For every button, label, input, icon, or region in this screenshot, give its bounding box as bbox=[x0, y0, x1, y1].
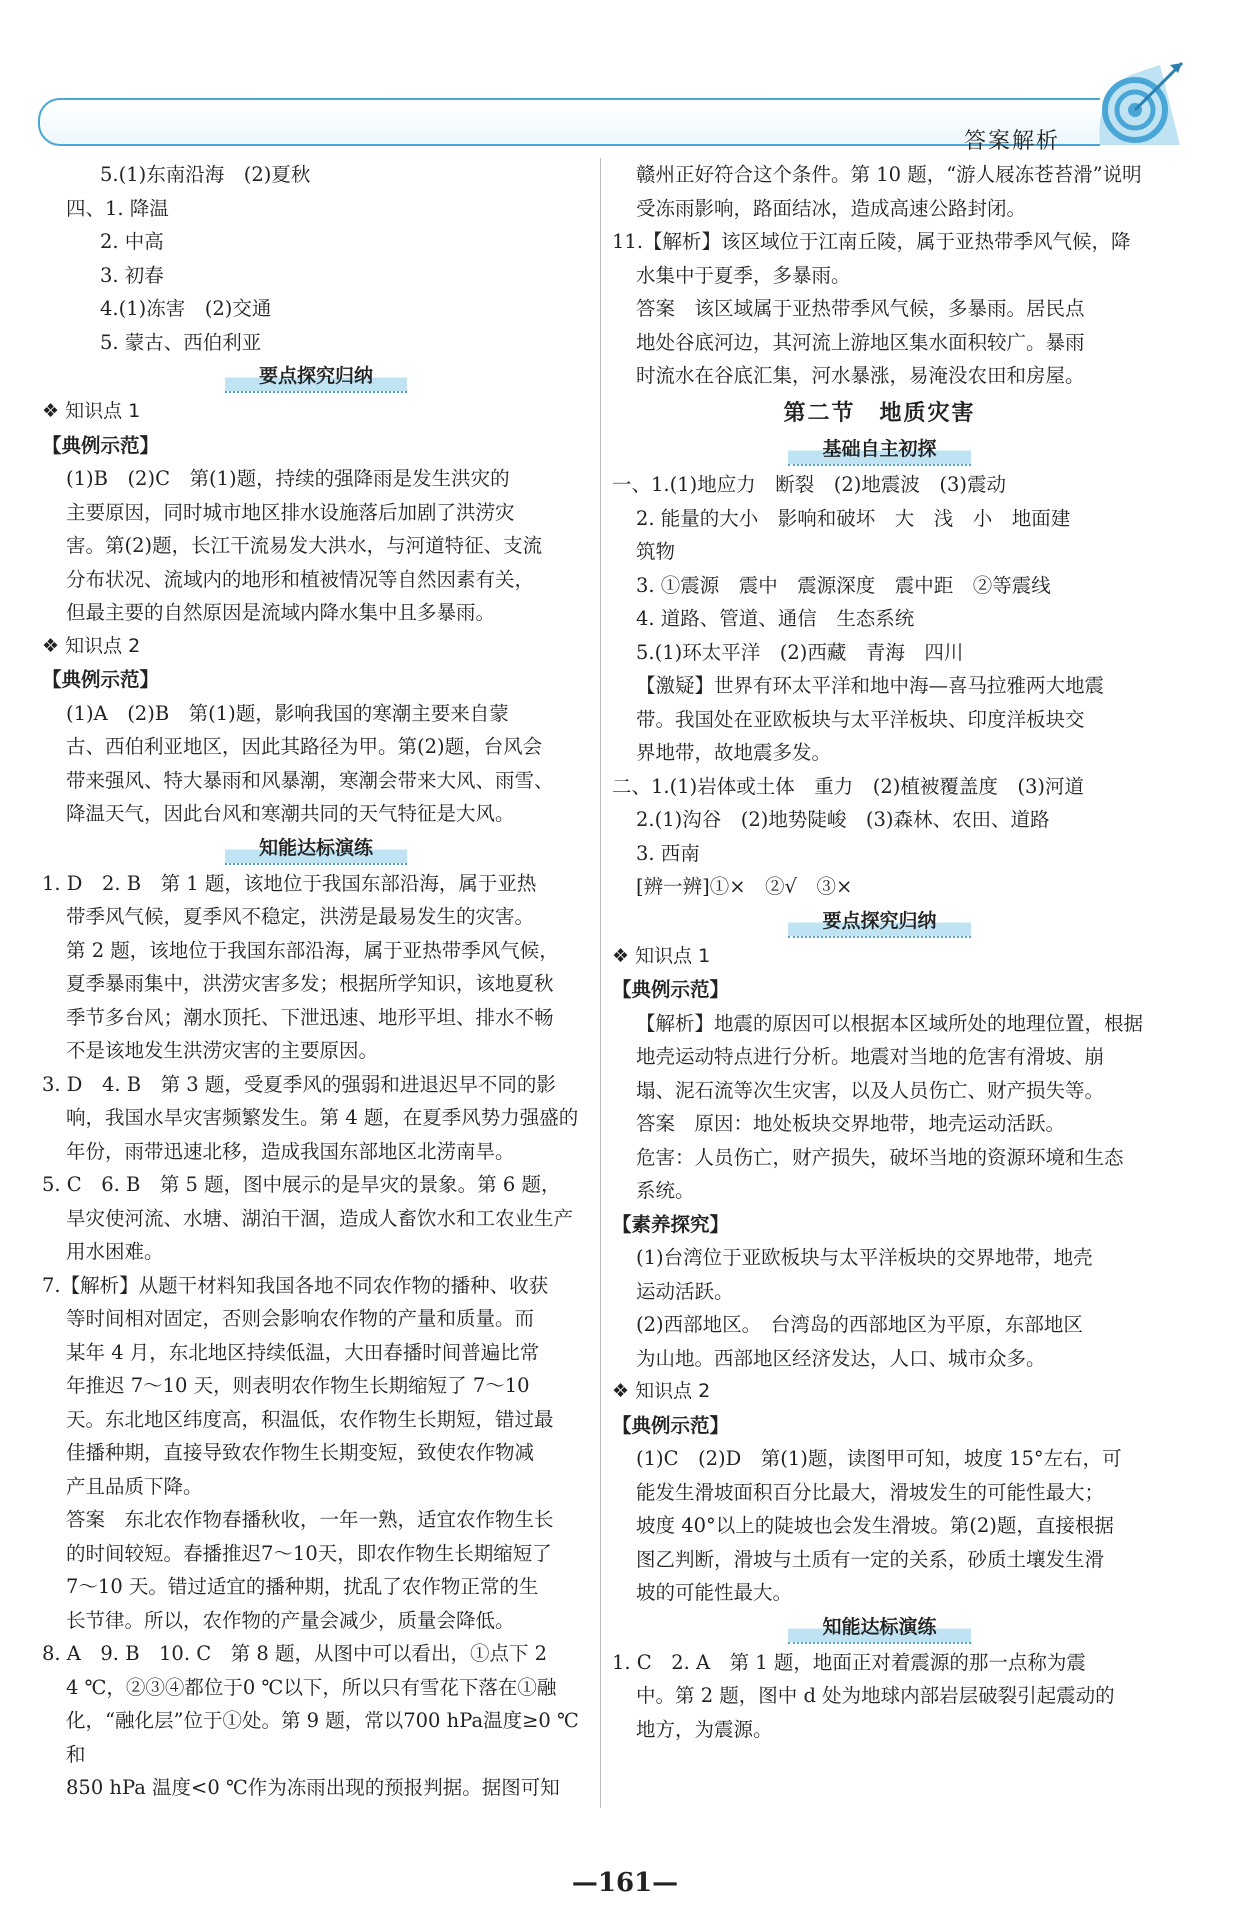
text-line: 【激疑】世界有环太平洋和地中海—喜马拉雅两大地震 bbox=[636, 674, 1105, 697]
text-line: 4.(1)冻害 (2)交通 bbox=[100, 297, 272, 320]
text-line: 旱灾使河流、水塘、湖泊干涸，造成人畜饮水和工农业生产 bbox=[66, 1206, 574, 1230]
text-line: 害。第(2)题，长江干流易发大洪水，与河道特征、支流 bbox=[66, 534, 543, 557]
text-line: 4. 道路、管道、通信 生态系统 bbox=[636, 607, 915, 630]
text-line: 筑物 bbox=[636, 540, 676, 563]
target-arrow-icon bbox=[1090, 55, 1190, 155]
section-heading bbox=[612, 906, 1147, 938]
text-line: 5.(1)东南沿海 (2)夏秋 bbox=[100, 163, 311, 186]
text-line: 带季风气候，夏季风不稳定，洪涝是最易发生的灾害。 bbox=[66, 905, 535, 928]
text-line: [辨一辨]①× ②√ ③× bbox=[636, 875, 853, 898]
text-line: 11.【解析】该区域位于江南丘陵，属于亚热带季风气候，降 bbox=[612, 230, 1131, 253]
text-line: 受冻雨影响，路面结冰，造成高速公路封闭。 bbox=[636, 196, 1027, 220]
text-line: 带来强风、特大暴雨和风暴潮，寒潮会带来大风、雨雪、 bbox=[66, 768, 554, 792]
text-line: 1. D 2. B 第 1 题，该地位于我国东部沿海，属于亚热 bbox=[42, 871, 537, 895]
text-line: 【典例示范】 bbox=[42, 433, 160, 457]
section-heading bbox=[612, 1612, 1147, 1644]
section-heading-label: 要点探究归纳 bbox=[788, 906, 970, 938]
text-line: 2.(1)沟谷 (2)地势陡峻 (3)森林、农田、道路 bbox=[636, 808, 1050, 831]
text-line: 一、1.(1)地应力 断裂 (2)地震波 (3)震动 bbox=[612, 473, 1006, 496]
text-line: 主要原因，同时城市地区排水设施落后加剧了洪涝灾 bbox=[66, 500, 515, 524]
right-column bbox=[612, 158, 1147, 1746]
text-line: 带。我国处在亚欧板块与太平洋板块、印度洋板块交 bbox=[636, 707, 1085, 731]
text-line: 二、1.(1)岩体或土体 重力 (2)植被覆盖度 (3)河道 bbox=[612, 774, 1084, 798]
text-line: ❖ 知识点 2 bbox=[612, 1380, 711, 1402]
text-line: 产且品质下降。 bbox=[66, 1474, 203, 1498]
text-line: 危害：人员伤亡，财产损失，破坏当地的资源环境和生态 bbox=[636, 1145, 1124, 1169]
text-line: 8. A 9. B 10. C 第 8 题，从图中可以看出，①点下 2 bbox=[42, 1642, 548, 1665]
text-line: 850 hPa 温度<0 ℃作为冻雨出现的预报判据。据图可知 bbox=[66, 1776, 560, 1799]
header-title: 答案解析 bbox=[963, 129, 1060, 154]
text-line: 答案 该区域属于亚热带季风气候，多暴雨。居民点 bbox=[636, 297, 1085, 320]
text-line: 降温天气，因此台风和寒潮共同的天气特征是大风。 bbox=[66, 802, 515, 825]
text-line: (2)西部地区。 台湾岛的西部地区为平原，东部地区 bbox=[636, 1313, 1083, 1336]
text-line: 系统。 bbox=[636, 1179, 695, 1202]
text-line: 5. C 6. B 第 5 题，图中展示的是旱灾的景象。第 6 题， bbox=[42, 1173, 561, 1196]
column-divider bbox=[600, 158, 601, 1808]
text-line: 5. 蒙古、西伯利亚 bbox=[100, 330, 262, 354]
text-line: 坡度 40°以上的陡坡也会发生滑坡。第(2)题，直接根据 bbox=[636, 1514, 1114, 1537]
section-heading-label: 知能达标演练 bbox=[788, 1612, 970, 1644]
header-band bbox=[38, 98, 1100, 146]
text-line: 响，我国水旱灾害频繁发生。第 4 题，在夏季风势力强盛的 bbox=[66, 1106, 579, 1129]
left-column bbox=[42, 158, 590, 1805]
text-line: 塌、泥石流等次生灾害，以及人员伤亡、财产损失等。 bbox=[636, 1078, 1105, 1102]
text-line: 等时间相对固定，否则会影响农作物的产量和质量。而 bbox=[66, 1307, 535, 1330]
text-line: 分布状况、流域内的地形和植被情况等自然因素有关， bbox=[66, 567, 535, 591]
text-line: 为山地。西部地区经济发达，人口、城市众多。 bbox=[636, 1346, 1046, 1370]
text-line: ❖ 知识点 1 bbox=[42, 400, 141, 422]
text-line: 佳播种期，直接导致农作物生长期变短，致使农作物减 bbox=[66, 1441, 535, 1464]
text-line: 的时间较短。春播推迟7～10天，即农作物生长期缩短了 bbox=[66, 1541, 552, 1565]
page-number: —161— bbox=[571, 1868, 679, 1898]
text-line: 2. 中高 bbox=[100, 230, 164, 253]
text-line: 中。第 2 题，图中 d 处为地球内部岩层破裂引起震动的 bbox=[636, 1684, 1115, 1707]
text-line: 3. 西南 bbox=[636, 841, 700, 865]
text-line: (1)B (2)C 第(1)题，持续的强降雨是发生洪灾的 bbox=[66, 467, 510, 490]
text-line: 能发生滑坡面积百分比最大，滑坡发生的可能性最大； bbox=[636, 1480, 1105, 1504]
text-line: 不是该地发生洪涝灾害的主要原因。 bbox=[66, 1039, 379, 1062]
section-heading bbox=[42, 361, 590, 393]
text-line: 答案 原因：地处板块交界地带，地壳运动活跃。 bbox=[636, 1112, 1066, 1135]
section-heading-label: 要点探究归纳 bbox=[225, 361, 407, 393]
text-line: 四、1. 降温 bbox=[66, 196, 169, 220]
text-line: 5.(1)环太平洋 (2)西藏 青海 四川 bbox=[636, 640, 964, 664]
text-line: 【素养探究】 bbox=[612, 1212, 730, 1236]
text-line: 【典例示范】 bbox=[42, 668, 160, 691]
text-line: 年份，雨带迅速北移，造成我国东部地区北涝南旱。 bbox=[66, 1139, 515, 1163]
text-line: ❖ 知识点 1 bbox=[612, 944, 711, 967]
page-header bbox=[0, 0, 1250, 160]
text-line: 用水困难。 bbox=[66, 1240, 164, 1263]
section-heading bbox=[612, 434, 1147, 466]
text-line: ❖ 知识点 2 bbox=[42, 634, 141, 657]
text-line: 年推迟 7～10 天，则表明农作物生长期缩短了 7～10 bbox=[66, 1374, 530, 1397]
text-line: 图乙判断，滑坡与土质有一定的关系，砂质土壤发生滑 bbox=[636, 1547, 1105, 1571]
text-line: 长节律。所以，农作物的产量会减少，质量会降低。 bbox=[66, 1608, 515, 1632]
text-line: 化，“融化层”位于①处。第 9 题，常以700 hPa温度≥0 ℃和 bbox=[66, 1709, 579, 1766]
text-line: 3. D 4. B 第 3 题，受夏季风的强弱和进退迟早不同的影 bbox=[42, 1072, 556, 1096]
text-line: 【典例示范】 bbox=[612, 978, 730, 1001]
text-line: 地壳运动特点进行分析。地震对当地的危害有滑坡、崩 bbox=[636, 1045, 1105, 1068]
section-heading-label: 基础自主初探 bbox=[788, 434, 970, 466]
section-heading-label: 知能达标演练 bbox=[225, 833, 407, 865]
text-line: 赣州正好符合这个条件。第 10 题，“游人屐冻苍苔滑”说明 bbox=[636, 163, 1142, 186]
text-line: 【解析】地震的原因可以根据本区域所处的地理位置，根据 bbox=[636, 1011, 1144, 1035]
text-line: 古、西伯利亚地区，因此其路径为甲。第(2)题，台风会 bbox=[66, 735, 543, 758]
text-line: (1)A (2)B 第(1)题，影响我国的寒潮主要来自蒙 bbox=[66, 701, 509, 725]
text-line: 界地带，故地震多发。 bbox=[636, 741, 832, 764]
text-line: 答案 东北农作物春播秋收，一年一熟，适宜农作物生长 bbox=[66, 1508, 554, 1531]
text-line: 3. ①震源 震中 震源深度 震中距 ②等震线 bbox=[636, 573, 1051, 597]
text-line: 7～10 天。错过适宜的播种期，扰乱了农作物正常的生 bbox=[66, 1575, 539, 1598]
text-line: 7.【解析】从题干材料知我国各地不同农作物的播种、收获 bbox=[42, 1273, 549, 1297]
text-line: 夏季暴雨集中，洪涝灾害多发；根据所学知识，该地夏秋 bbox=[66, 972, 554, 995]
text-line: 地处谷底河边，其河流上游地区集水面积较广。暴雨 bbox=[636, 330, 1085, 354]
text-line: 运动活跃。 bbox=[636, 1279, 734, 1303]
text-line: 但最主要的自然原因是流域内降水集中且多暴雨。 bbox=[66, 601, 496, 624]
text-line: 【典例示范】 bbox=[612, 1413, 730, 1437]
text-line: 2. 能量的大小 影响和破坏 大 浅 小 地面建 bbox=[636, 506, 1071, 530]
text-line: 坡的可能性最大。 bbox=[636, 1581, 793, 1604]
text-line: (1)台湾位于亚欧板块与太平洋板块的交界地带，地壳 bbox=[636, 1246, 1093, 1269]
section-heading bbox=[42, 833, 590, 865]
text-line: 季节多台风；潮水顶托、下泄迅速、地形平坦、排水不畅 bbox=[66, 1005, 554, 1029]
text-line: 地方，为震源。 bbox=[636, 1717, 773, 1741]
text-line: 第 2 题，该地位于我国东部沿海，属于亚热带季风气候， bbox=[66, 938, 559, 962]
text-line: (1)C (2)D 第(1)题，读图甲可知，坡度 15°左右，可 bbox=[636, 1447, 1122, 1470]
text-line: 3. 初春 bbox=[100, 263, 164, 287]
text-line: 天。东北地区纬度高，积温低，农作物生长期短，错过最 bbox=[66, 1407, 554, 1431]
text-line: 水集中于夏季，多暴雨。 bbox=[636, 263, 851, 287]
text-line: 时流水在谷底汇集，河水暴涨，易淹没农田和房屋。 bbox=[636, 364, 1085, 387]
text-line: 1. C 2. A 第 1 题，地面正对着震源的那一点称为震 bbox=[612, 1650, 1086, 1674]
text-line: 4 ℃，②③④都位于0 ℃以下，所以只有雪花下落在①融 bbox=[66, 1675, 557, 1699]
chapter-title: 第二节 地质灾害 bbox=[783, 399, 976, 426]
text-line: 某年 4 月，东北地区持续低温，大田春播时间普遍比常 bbox=[66, 1340, 540, 1364]
